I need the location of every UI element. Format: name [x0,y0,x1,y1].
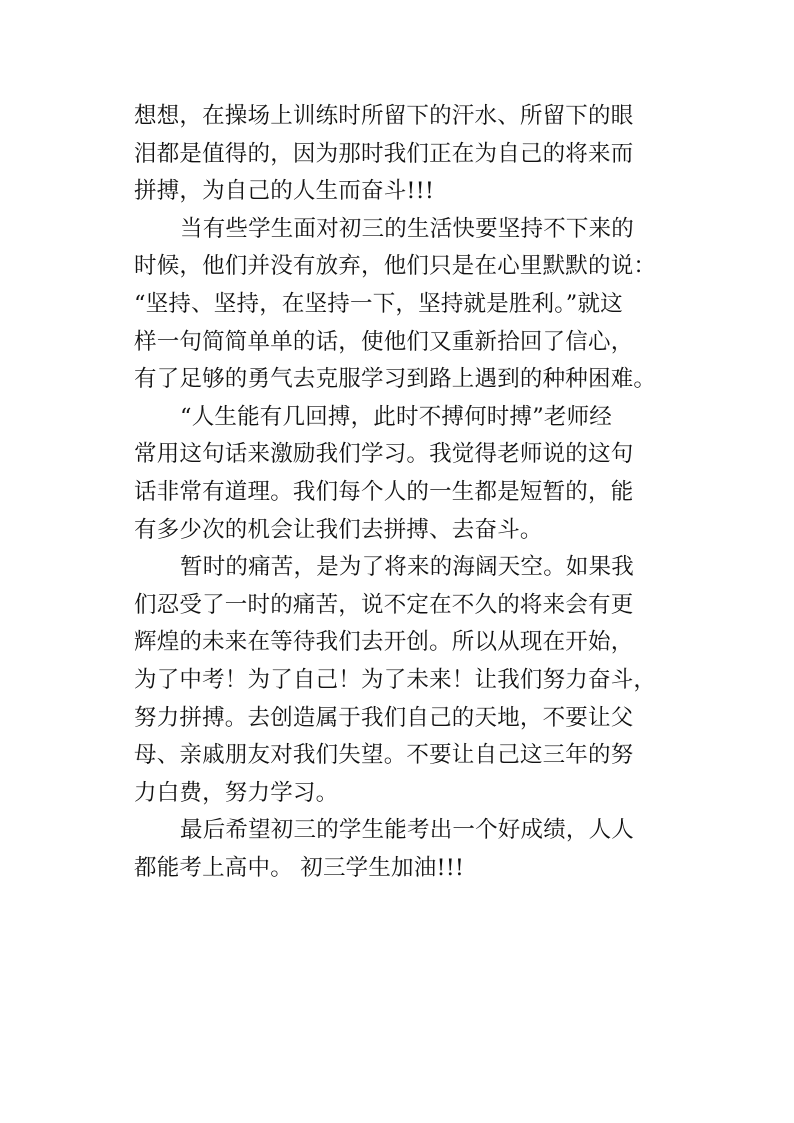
text-line-1: 想想，在操场上训练时所留下的汗水、所留下的眼 [134,103,634,129]
text-line-10: 常用这句话来激励我们学习。我觉得老师说的这句 [134,441,634,468]
text-line-13: 暂时的痛苦，是为了将来的海阔天空。如果我 [180,554,635,581]
text-line-21: 都能考上高中。 初三学生加油!!! [134,854,465,881]
text-line-3: 拼搏，为自己的人生而奋斗!!! [134,178,435,205]
text-line-16: 为了中考！为了自己！为了未来！让我们努力奋斗， [134,666,657,693]
text-line-5: 时候，他们并没有放弃，他们只是在心里默默的说： [134,253,657,280]
text-line-2: 泪都是值得的，因为那时我们正在为自己的将来而 [134,140,634,167]
text-line-14: 们忍受了一时的痛苦，说不定在不久的将来会有更 [134,591,634,618]
text-line-6: “坚持、坚持，在坚持一下，坚持就是胜利。”就这 [134,290,623,317]
text-line-9: “人生能有几回搏，此时不搏何时搏”老师经 [180,403,613,430]
text-line-15: 辉煌的未来在等待我们去开创。所以从现在开始， [134,629,634,656]
text-line-11: 话非常有道理。我们每个人的一生都是短暂的，能 [134,478,634,505]
text-line-4: 当有些学生面对初三的生活快要坚持不下来的 [180,215,635,242]
text-line-18: 母、亲戚朋友对我们失望。不要让自己这三年的努 [134,742,634,769]
text-line-12: 有多少次的机会让我们去拼搏、去奋斗。 [134,516,543,543]
text-line-8: 有了足够的勇气去克服学习到路上遇到的种种困难。 [134,366,657,393]
text-line-19: 力白费，努力学习。 [134,779,339,806]
text-line-7: 样一句简简单单的话，使他们又重新拾回了信心， [134,328,634,355]
text-line-20: 最后希望初三的学生能考出一个好成绩，人人 [180,817,635,844]
document-body [134,98,694,887]
text-line-17: 努力拼搏。去创造属于我们自己的天地，不要让父 [134,704,634,731]
